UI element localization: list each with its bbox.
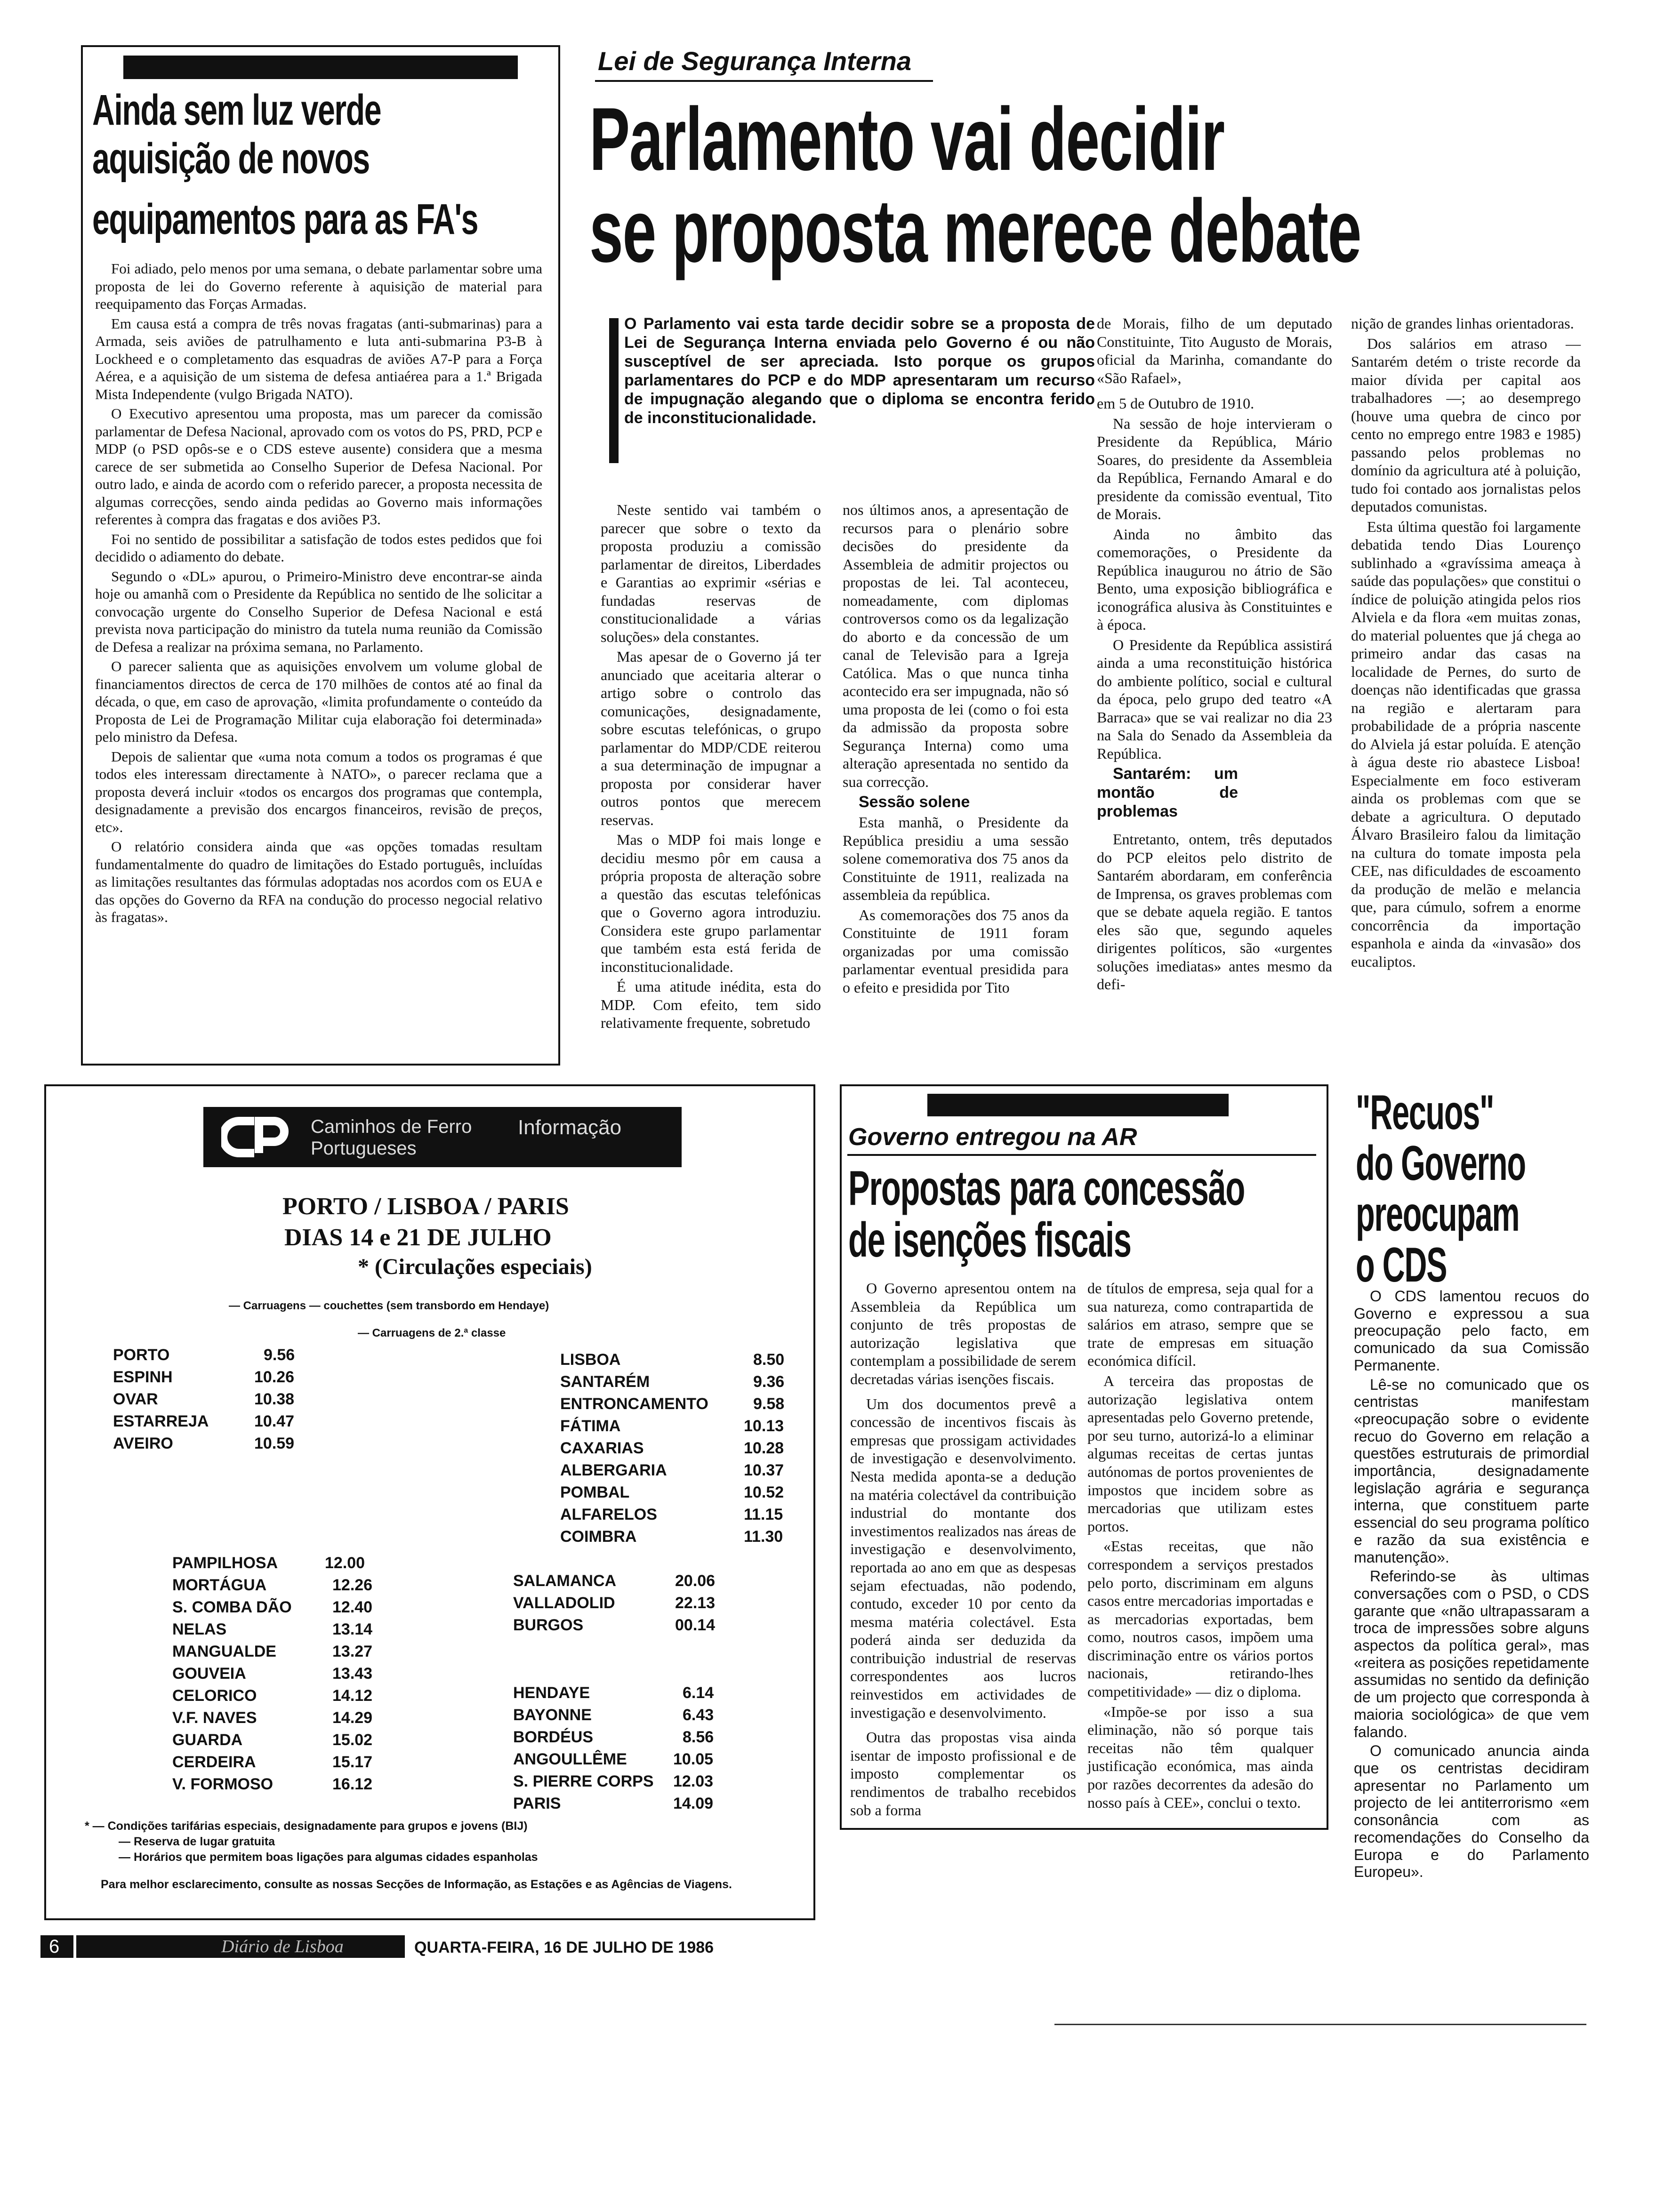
station-time: 10.52	[744, 1483, 784, 1501]
station-time: 10.13	[744, 1417, 784, 1435]
middle-headline-line-1: Propostas para concessão	[848, 1161, 1245, 1216]
station-time: 13.14	[332, 1620, 373, 1638]
main-headline-line-1: Parlamento vai decidir	[589, 89, 1224, 189]
station-name: MANGUALDE	[172, 1643, 276, 1660]
cp-brand-line-1: Caminhos de Ferro	[311, 1116, 472, 1137]
middle-col2-paragraph: «Estas receitas, que não correspondem a serviços prestados pelo porto, discriminam em alguns casos entre mercadorias importadas e as mercadorias exportadas, bem como, noutros casos, impõem uma discriminação entre os vários portos nacionais, retirando-lhes competitividade» — diz o diploma.	[1087, 1538, 1313, 1700]
main-col2-paragraph: Esta manhã, o Presidente da República presidiu a uma sessão solene comemorativa dos 75 anos da Constituinte de 1911, realizada na assembleia da república.	[843, 814, 1069, 903]
cp-brand-line-2: Portugueses	[311, 1138, 417, 1159]
main-col3-paragraph: de Morais, filho de um deputado Constituinte, Tito Augusto de Morais, oficial da Marinha, comandante do «São Rafael»,	[1097, 315, 1332, 386]
station-name: LISBOA	[560, 1351, 621, 1369]
station-name: V. FORMOSO	[172, 1775, 273, 1793]
main-headline-line-2: se proposta merece debate	[589, 181, 1361, 281]
middle-col-2	[1087, 1279, 1313, 1813]
station-name: CERDEIRA	[172, 1753, 256, 1771]
station-time: 10.28	[744, 1439, 784, 1457]
station-name: ALBERGARIA	[560, 1461, 667, 1479]
footer-bottom-rule	[1054, 2024, 1586, 2025]
ad-footnotes	[85, 1819, 791, 1865]
station-name: ESTARREJA	[113, 1412, 209, 1430]
station-time: 22.13	[675, 1594, 716, 1612]
left-paragraph: Segundo o «DL» apurou, o Primeiro-Ministro deve encontrar-se ainda hoje ou amanhã com o Presidente da República no sentido de lhe solicitar a convocação urgente do Conselho Superior de Defesa Nacional e está prevista nova participação do ministro da tutela numa reunião da Comissão de Defesa a realizar na próxima semana, no Parlamento.	[95, 568, 542, 655]
station-name: BAYONNE	[513, 1706, 592, 1724]
station-time: 10.26	[254, 1368, 295, 1386]
right-article-headline	[1356, 1087, 1601, 1290]
main-col1-paragraph: É uma atitude inédita, esta do MDP. Com efeito, tem sido relativamente frequente, sobretudo	[601, 978, 821, 1031]
main-col-4	[1351, 314, 1581, 972]
lead-paragraph: O Parlamento vai esta tarde decidir sobre se a proposta de Lei de Segurança Interna enviada pelo Governo é ou não susceptível de ser apreciada. Isto porque os grupos parlamentares do PCP e do MDP apresentaram um recurso de impugnação alegando que o diploma se encontra ferido de inconstitucionalidade.	[624, 315, 1095, 427]
left-headline-line-2: aquisição de novos	[92, 135, 370, 183]
main-col4-paragraph: nição de grandes linhas orientadoras.	[1351, 315, 1574, 332]
station-time: 8.56	[683, 1728, 714, 1746]
station-time: 10.38	[254, 1390, 295, 1408]
station-name: S. PIERRE CORPS	[513, 1772, 654, 1790]
footer-paper-name: Diário de Lisboa	[221, 1937, 344, 1956]
middle-article-headline	[848, 1162, 1319, 1266]
main-col3-paragraph: O Presidente da República assistirá ainda a uma reconstituição histórica do ambiente político, social e cultural da época, pelo grupo ded teatro «A Barraca» que se vai realizar no dia 23 na Sala do Senado da Assembleia da República.	[1097, 636, 1332, 762]
ad-footnote: * — Condições tarifárias especiais, designadamente para grupos e jovens (BIJ)	[85, 1819, 528, 1833]
left-article-headline	[92, 88, 544, 248]
middle-col1-paragraph: Um dos documentos prevê a concessão de incentivos fiscais às empresas que prossigam actividades de investigação e desenvolvimento. Nesta medida aponta-se a dedução na matéria colectável da contribuição industrial do montante dos investimentos realizados nas áreas de investigação e desenvolvimento, reportada ao ano em que as despesas sejam efectuadas, não podendo, contudo, exceder 10 por cento da mesma matéria colectável. Esta poderá ainda ser deduzida da contribuição industrial de reservas correspondentes aos lucros reinvestidos em actividades de investigação e desenvolvimento.	[850, 1395, 1076, 1721]
left-paragraph: Foi no sentido de possibilitar a satisfação de todos estes pedidos que foi decidido o adiamento do debate.	[95, 530, 542, 565]
station-time: 9.58	[753, 1395, 785, 1413]
main-col1-paragraph: Neste sentido vai também o parecer que sobre o texto da proposta produziu a comissão parlamentar de direitos, Liberdades e Garantias ao exprimir «sérias e fundadas reservas de constitucionalidade a várias soluções» dela constantes.	[601, 501, 821, 645]
station-name: POMBAL	[560, 1483, 630, 1501]
station-name: SANTARÉM	[560, 1373, 650, 1391]
ad-closing: Para melhor esclarecimento, consulte as nossas Secções de Informação, as Estações e as Agências de Viagens.	[101, 1878, 732, 1891]
right-paragraph: O CDS lamentou recuos do Governo e expressou a sua preocupação pelo facto, em comunicado da sua Comissão Permanente.	[1354, 1288, 1589, 1374]
station-name: SALAMANCA	[513, 1572, 617, 1590]
station-name: V.F. NAVES	[172, 1709, 257, 1727]
station-time: 10.59	[254, 1435, 295, 1452]
station-name: FÁTIMA	[560, 1417, 621, 1435]
left-article-body	[95, 260, 542, 928]
station-time: 20.06	[675, 1572, 716, 1590]
station-name: ANGOULLÊME	[513, 1750, 627, 1768]
station-time: 10.47	[254, 1412, 295, 1430]
station-time: 12.03	[673, 1772, 714, 1790]
middle-col2-paragraph: A terceira das propostas de autorização legislativa ontem apresentadas pelo Governo pretende, por seu turno, autorizá-lo a eliminar algumas receitas de certas juntas autónomas de portos provenientes de impostos que incidem sobre as mercadorias que utilizam estes portos.	[1087, 1372, 1313, 1535]
main-article-kicker: Lei de Segurança Interna	[598, 46, 911, 76]
station-time: 10.05	[673, 1750, 714, 1768]
station-time: 6.43	[683, 1706, 714, 1724]
ad-footnote: — Reserva de lugar gratuita	[119, 1835, 275, 1848]
main-col4-paragraph: Esta última questão foi largamente debatida tendo Dias Lourenço sublinhado a «gravíssima ameaça à saúde das populações» que constitui o índice de poluição atingida pelos rios Alviela e da flora «em muitas zonas, do material poluentes que já chega ao primeiro andar das casas na localidade de Pernes, do surto de doenças não identificadas que grassa na região e alertaram para probabilidade de a própria nascente do Alviela já estar poluída. E atenção à água deste rio abastece Lisboa! Especialmente em foco estiveram ainda os problemas com que se debate a agricultura. O deputado Álvaro Brasileiro falou da limitação na cultura do tomate imposta pela CEE, nas dificuldades de escoamento da produção de melão e melancia que, para cúmulo, sofrem a enorme concorrência da importação espanhola e ainda da «invasão» dos eucaliptos.	[1351, 518, 1581, 970]
schedule-group-pampilhosa	[172, 1552, 398, 1797]
right-headline-line-3: preocupam	[1356, 1187, 1520, 1242]
station-time: 00.14	[675, 1616, 716, 1634]
station-time: 12.00	[325, 1554, 365, 1572]
station-name: MORTÁGUA	[172, 1576, 267, 1594]
main-col3-paragraph: em 5 de Outubro de 1910.	[1097, 395, 1255, 412]
main-col-1	[601, 501, 821, 1034]
station-time: 11.30	[744, 1528, 783, 1546]
station-name: ENTRONCAMENTO	[560, 1395, 708, 1413]
station-time: 11.15	[744, 1506, 783, 1523]
cp-logo-icon	[221, 1115, 292, 1159]
station-time: 15.02	[332, 1731, 373, 1749]
middle-kicker-rule	[847, 1154, 1316, 1156]
main-col4-paragraph: Dos salários em atraso — Santarém detém o triste recorde da maior dívida per capital aos trabalhadores —; ao desemprego (houve uma quebra de cinco por cento no emprego entre 1983 e 1985) passando pelos problemas no domínio da agricultura até à poluição, tudo foi contado aos jornalistas pelos deputados comunistas.	[1351, 335, 1581, 515]
station-name: PARIS	[513, 1795, 561, 1812]
station-time: 9.36	[753, 1373, 785, 1391]
main-col3-paragraph: Entretanto, ontem, três deputados do PCP eleitos pelo distrito de Santarém abordaram, em conferência de Imprensa, os graves problemas com que se debate aquela região. E tantos eles são que, segundo aqueles dirigentes políticos, são «urgentes soluções imediatas» antes mesmo da defi-	[1097, 831, 1332, 993]
right-article-body	[1354, 1288, 1589, 1883]
ad-route: PORTO / LISBOA / PARIS	[282, 1193, 569, 1220]
station-name: CAXARIAS	[560, 1439, 644, 1457]
right-headline-line-1: "Recuos"	[1356, 1085, 1494, 1140]
schedule-group-lisboa	[560, 1349, 796, 1551]
main-kicker-rule	[595, 80, 933, 82]
station-name: S. COMBA DÃO	[172, 1598, 292, 1616]
middle-col1-paragraph: O Governo apresentou ontem na Assembleia da República um conjunto de três propostas de autorização legislativa que contemplam a possibilidade de serem decretadas várias isenções fiscais.	[850, 1280, 1076, 1387]
station-name: COIMBRA	[560, 1528, 637, 1546]
ad-footnote: — Horários que permitem boas ligações para algumas cidades espanholas	[119, 1851, 538, 1864]
station-name: GUARDA	[172, 1731, 243, 1749]
station-name: BURGOS	[513, 1616, 584, 1634]
main-article-headline	[589, 89, 1625, 281]
station-name: PAMPILHOSA	[172, 1554, 278, 1572]
station-name: AVEIRO	[113, 1435, 173, 1452]
station-time: 12.26	[332, 1576, 373, 1594]
middle-col-1	[850, 1279, 1076, 1821]
left-headline-line-3: equipamentos para as FA's	[92, 195, 478, 243]
left-paragraph: O relatório considera ainda que «as opções tomadas resultam fundamentalmente do quadro de limitações do Estado português, incluídas as limitações resultantes das fórmulas adoptadas nos acordos com os EUA e das opções do Governo da RFA na condução do processo negocial relativo às fragatas».	[95, 838, 542, 925]
right-paragraph: Lê-se no comunicado que os centristas manifestam «preocupação sobre o evidente recuo do Governo em relação a questões estruturais de primordial importância, designadamente legislação agrária e segurança interna, que constituem parte essencial do seu programa político e razão da sua existência e manutenção».	[1354, 1376, 1589, 1566]
station-time: 14.12	[332, 1687, 373, 1705]
cp-brand-tag: Informação	[518, 1116, 622, 1139]
middle-col1-paragraph: Outra das propostas visa ainda isentar de imposto profissional e de imposto complementar os rendimentos de trabalho recebidos sob a forma	[850, 1729, 1076, 1819]
station-time: 12.40	[332, 1598, 373, 1616]
left-article-black-bar	[123, 56, 518, 79]
left-paragraph: O parecer salienta que as aquisições envolvem um volume global de financiamentos directos de cerca de 170 milhões de contos até ao final da década, o que, em caso de aprovação, «limita profundamente o conteúdo da Proposta de Lei de Programação Militar cuja elaboração foi determinada» pelo ministro da Defesa.	[95, 658, 542, 745]
station-name: CELORICO	[172, 1687, 257, 1705]
subhead-sessao-solene: Sessão solene	[859, 793, 970, 811]
left-paragraph: Em causa está a compra de três novas fragatas (anti-submarinas) para a Armada, seis aviões de patrulhamento e luta anti-submarina P3-B à Lockheed e o completamento das esquadras de aviões A7-P para a Força Aérea, e a aquisição de um sistema de defesa antiaérea para a 1.ª Brigada Mista Independente (vulgo Brigada NATO).	[95, 315, 542, 402]
ad-days: DIAS 14 e 21 DE JULHO	[284, 1224, 552, 1251]
right-headline-line-2: do Governo	[1356, 1136, 1526, 1191]
station-name: GOUVEIA	[172, 1665, 246, 1683]
main-col1-paragraph: Mas apesar de o Governo já ter anunciado que aceitaria alterar o artigo sobre o controlo das comunicações, designadamente, sobre escutas telefónicas, o grupo parlamentar do MDP/CDE reiterou a sua determinação de impugnar a proposta por considerar haver outros pontos que merecem reservas.	[601, 648, 821, 828]
station-name: VALLADOLID	[513, 1594, 615, 1612]
right-paragraph: O comunicado anuncia ainda que os centristas decidiram apresentar no Parlamento um projecto de lei antiterrorismo «em consonância com as recomendações do Conselho da Europa e do Parlamento Europeu».	[1354, 1742, 1589, 1881]
right-paragraph: Referindo-se às ultimas conversações com o PSD, o CDS garante que «não ultrapassaram a troca de impressões sobre alguns aspectos da política geral», mas «reitera as posições repetidamente assumidas no sentido da definição de um projecto que corresponda à maioria sociológica» de que vem falando.	[1354, 1568, 1589, 1740]
schedule-group-porto	[113, 1344, 325, 1455]
ad-note-2class: — Carruagens de 2.ª classe	[358, 1327, 506, 1339]
station-name: OVAR	[113, 1390, 158, 1408]
schedule-group-spain	[513, 1570, 767, 1638]
station-time: 8.50	[753, 1351, 785, 1369]
station-name: PORTO	[113, 1346, 170, 1364]
station-name: ALFARELOS	[560, 1506, 657, 1523]
station-name: HENDAYE	[513, 1684, 590, 1702]
middle-col2-paragraph: de títulos de empresa, seja qual for a sua natureza, como contrapartida de salários em atraso, sempre que se trate de empresas em situação económica difícil.	[1087, 1280, 1313, 1370]
middle-headline-line-2: de isenções fiscais	[848, 1213, 1131, 1267]
left-paragraph: Foi adiado, pelo menos por uma semana, o debate parlamentar sobre uma proposta de lei do Governo referente à aquisição de material para reequipamento das Forças Armadas.	[95, 260, 542, 312]
middle-article-kicker: Governo entregou na AR	[848, 1123, 1137, 1151]
schedule-group-france	[513, 1682, 767, 1819]
ad-note-couchettes: — Carruagens — couchettes (sem transbordo em Hendaye)	[229, 1299, 549, 1312]
footer-page-number-text: 6	[49, 1936, 60, 1957]
left-paragraph: O Executivo apresentou uma proposta, mas um parecer da comissão parlamentar de Defesa Nacional, aprovado com os votos do PS, PRD, PCP e MDP (o PSD opôs-se e o CDS esteve ausente) considera que a mesma carece de ser submetida ao Conselho Superior de Defesa Nacional. Por outro lado, e ainda de acordo com o referido parecer, a proposta necessita de algumas correcções, sendo ainda pedidas ao Governo mais informações referentes à compra das fragatas e dos aviões P3.	[95, 405, 542, 528]
station-time: 9.56	[264, 1346, 295, 1364]
subhead-santarem: Santarém: um montão de problemas	[1097, 765, 1238, 820]
main-col3-paragraph: Ainda no âmbito das comemorações, o Presidente da República inaugurou no átrio de São Bento, uma exposição bibliográfica e iconográfica alusiva às Constituintes e à época.	[1097, 525, 1332, 633]
station-name: NELAS	[172, 1620, 227, 1638]
station-time: 14.29	[332, 1709, 373, 1727]
station-time: 14.09	[673, 1795, 714, 1812]
main-col1-paragraph: Mas o MDP foi mais longe e decidiu mesmo pôr em causa a própria proposta de alteração sobre a questão das escutas telefónicas que o Governo agora introduziu. Considera este grupo parlamentar que também esta está ferida de inconstitucionalidade.	[601, 831, 821, 975]
station-name: BORDÉUS	[513, 1728, 594, 1746]
station-time: 13.27	[332, 1643, 373, 1660]
lead-side-bar	[609, 318, 619, 463]
main-col2-paragraph: nos últimos anos, a apresentação de recursos para o plenário sobre decisões do presidente da Assembleia de admitir projectos ou propostas de lei. Tal aconteceu, nomeadamente, com diplomas controversos como os da legalização do aborto e da concessão de um canal de Televisão para a Igreja Católica. Mas o que nunca tinha acontecido era ser impugnada, não só uma proposta de lei (como o foi esta da admissão da proposta sobre Segurança Interna) como uma alteração apresentada no sentido da sua correcção.	[843, 501, 1069, 790]
middle-col2-paragraph: «Impõe-se por isso a sua eliminação, não só porque tais receitas não têm qualquer justificação económica, mas ainda por razões decorrentes da adesão do nosso país à CEE», conclui o texto.	[1087, 1703, 1313, 1811]
left-paragraph: Depois de salientar que «uma nota comum a todos os programas é que todos eles interessam directamente à NATO», o parecer reclama que a proposta deverá incluir «todos os encargos dos programas que contempla, designadamente a previsão dos encargos financeiros, revisão de preços, etc».	[95, 748, 542, 835]
main-col-2	[843, 501, 1069, 998]
main-col2-paragraph: As comemorações dos 75 anos da Constituinte de 1911 foram organizadas por uma comissão parlamentar eventual presidida para o efeito e presidida por Tito	[843, 906, 1069, 996]
station-time: 10.37	[744, 1461, 784, 1479]
station-time: 15.17	[332, 1753, 373, 1771]
main-col-3	[1097, 314, 1332, 995]
ad-special: * (Circulações especiais)	[358, 1254, 592, 1279]
station-time: 13.43	[332, 1665, 373, 1683]
middle-article-black-bar	[927, 1094, 1229, 1116]
station-name: ESPINH	[113, 1368, 173, 1386]
main-col3-paragraph: Na sessão de hoje intervieram o Presidente da República, Mário Soares, do presidente da Assembleia da República, Fernando Amaral e do presidente da comissão eventual, Tito de Morais.	[1097, 415, 1332, 522]
left-headline-line-1: Ainda sem luz verde	[92, 86, 381, 134]
main-article-lead	[624, 314, 1095, 429]
footer-date: QUARTA-FEIRA, 16 DE JULHO DE 1986	[414, 1939, 714, 1956]
right-headline-line-4: o CDS	[1356, 1238, 1447, 1292]
station-time: 16.12	[332, 1775, 373, 1793]
station-time: 6.14	[683, 1684, 714, 1702]
